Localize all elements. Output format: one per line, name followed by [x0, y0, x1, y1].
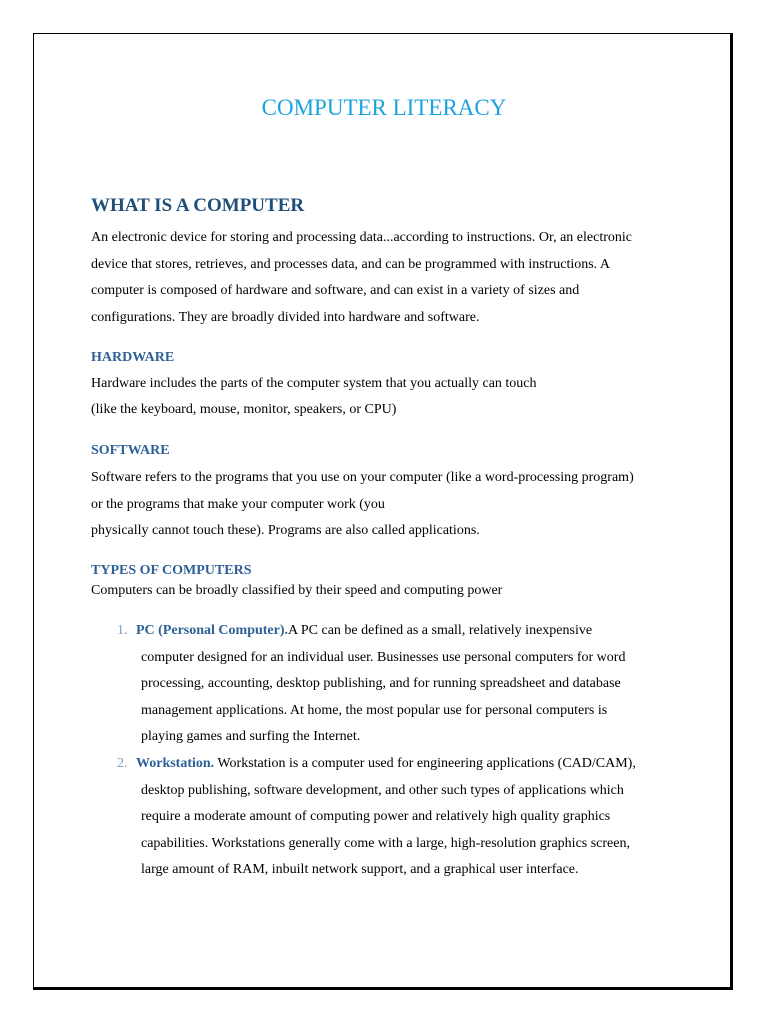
list-term: Workstation.	[136, 755, 215, 771]
software-heading: SOFTWARE	[91, 443, 170, 458]
list-text: Workstation is a computer used for engineering applications (CAD/CAM),	[214, 755, 636, 771]
text-line: device that stores, retrieves, and processes data, and can be programmed with instructions. A	[91, 256, 611, 272]
hardware-paragraph	[91, 374, 691, 426]
text-line: Software refers to the programs that you use on your computer (like a word-processing program)	[91, 470, 634, 485]
computer-types-list	[91, 621, 711, 887]
text-line: computer designed for an individual user. Businesses use personal computers for word	[141, 649, 626, 665]
document-title: COMPUTER LITERACY	[261, 95, 507, 120]
list-item-first-line	[91, 621, 711, 648]
text-line: Computers can be broadly classified by their speed and computing power	[91, 583, 503, 598]
types-heading: TYPES OF COMPUTERS	[91, 563, 252, 578]
text-line: Hardware includes the parts of the computer system that you actually can touch	[91, 376, 537, 391]
hardware-heading: HARDWARE	[91, 350, 175, 365]
list-item	[91, 754, 711, 887]
list-text: A PC can be defined as a small, relatively inexpensive	[288, 623, 593, 638]
list-number: 1.	[117, 623, 128, 638]
text-line: management applications. At home, the most popular use for personal computers is	[141, 702, 608, 718]
text-line: processing, accounting, desktop publishing, and for running spreadsheet and database	[141, 676, 621, 692]
text-line: large amount of RAM, inbuilt network support, and a graphical user interface.	[141, 862, 579, 878]
text-line: require a moderate amount of computing power and relatively high quality graphics	[141, 809, 611, 825]
list-item	[91, 621, 711, 754]
text-line: playing games and surfing the Internet.	[141, 729, 361, 745]
list-term: PC (Personal Computer).	[136, 623, 289, 638]
text-line: or the programs that make your computer work (you	[91, 496, 385, 512]
list-number: 2.	[117, 755, 128, 771]
text-line: physically cannot touch these). Programs are also called applications.	[91, 523, 480, 538]
text-line: capabilities. Workstations generally come with a large, high-resolution graphics screen,	[141, 835, 630, 851]
what-is-heading: WHAT IS A COMPUTER	[91, 195, 305, 216]
list-item-first-line	[91, 754, 711, 781]
text-line: desktop publishing, software development, and other such types of applications which	[141, 782, 624, 798]
text-line: computer is composed of hardware and software, and can exist in a variety of sizes and	[91, 283, 580, 298]
text-line: (like the keyboard, mouse, monitor, speakers, or CPU)	[91, 402, 397, 417]
types-intro	[91, 581, 691, 608]
text-line: configurations. They are broadly divided into hardware and software.	[91, 309, 480, 325]
software-paragraph	[91, 468, 691, 548]
text-line: An electronic device for storing and processing data...according to instructions. Or, an electronic	[91, 230, 632, 245]
what-is-paragraph	[91, 228, 691, 334]
